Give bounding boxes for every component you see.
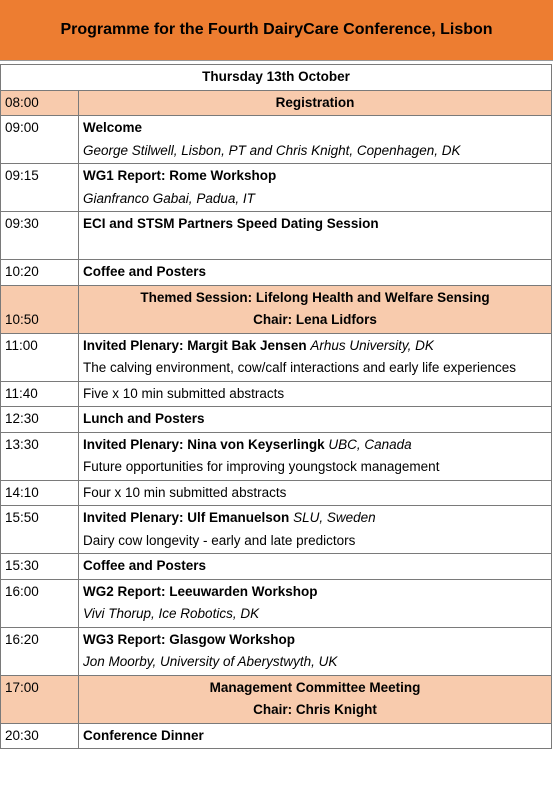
table-row [1,506,552,554]
session-title: Invited Plenary: Margit Bak Jensen [83,337,307,353]
time-cell: 11:00 [1,333,79,381]
time-cell: 14:10 [1,480,79,506]
session-chair: Chair: Chris Knight [253,702,377,717]
speaker-affiliation: UBC, Canada [328,436,412,452]
programme-title: Programme for the Fourth DairyCare Conference, Lisbon [0,0,553,61]
table-row [1,723,552,749]
table-row [1,164,552,212]
time-cell: 12:30 [1,407,79,433]
session-speakers: George Stilwell, Lisbon, PT and Chris Knight, Copenhagen, DK [83,142,461,158]
time-cell: 15:30 [1,554,79,580]
session-cell [79,164,552,212]
schedule-table [0,64,552,749]
table-row [1,333,552,381]
time-cell: 13:30 [1,432,79,480]
talk-title: Dairy cow longevity - early and late predictors [83,532,356,548]
session-chair: Chair: Lena Lidfors [253,312,377,327]
speaker-affiliation: SLU, Sweden [293,510,376,525]
time-cell: 20:30 [1,723,79,749]
session-cell [79,333,552,381]
session-cell [79,675,552,723]
day-label: Thursday 13th October [1,65,552,91]
session-cell [79,579,552,627]
time-cell: 09:30 [1,212,79,260]
session-title: WG1 Report: Rome Workshop [83,168,277,183]
table-row [1,212,552,260]
session-cell [79,506,552,554]
table-row [1,675,552,723]
session-title: Coffee and Posters [79,554,552,580]
table-row [1,480,552,506]
session-title: Conference Dinner [79,723,552,749]
day-header-row [1,65,552,91]
talk-title: The calving environment, cow/calf interactions and early life experiences [83,360,516,375]
table-row [1,285,552,333]
time-cell: 16:00 [1,579,79,627]
session-speakers: Jon Moorby, University of Aberystwyth, UK [83,654,338,669]
session-title: Four x 10 min submitted abstracts [79,480,552,506]
session-title: Management Committee Meeting [209,679,421,695]
table-row [1,627,552,675]
session-speakers: Vivi Thorup, Ice Robotics, DK [83,606,260,621]
table-row [1,381,552,407]
session-title: Welcome [83,120,143,135]
table-row [1,116,552,164]
time-cell: 11:40 [1,381,79,407]
table-row [1,579,552,627]
session-cell [79,432,552,480]
time-cell: 16:20 [1,627,79,675]
time-cell: 09:00 [1,116,79,164]
session-cell [79,116,552,164]
session-title: Invited Plenary: Nina von Keyserlingk [83,436,325,452]
session-title: Themed Session: Lifelong Health and Welfare Sensing [140,289,490,305]
time-cell: 09:15 [1,164,79,212]
table-row [1,407,552,433]
speaker-affiliation: Arhus University, DK [310,337,434,353]
time-cell: 15:50 [1,506,79,554]
time-cell: 08:00 [1,90,79,116]
talk-title: Future opportunities for improving youngstock management [83,459,440,474]
session-title: Registration [79,90,552,116]
session-title: Lunch and Posters [79,407,552,433]
session-cell [79,627,552,675]
session-title: Coffee and Posters [79,260,552,286]
session-title: Invited Plenary: Ulf Emanuelson [83,510,290,525]
session-cell [79,285,552,333]
time-cell: 10:50 [1,285,79,333]
session-title: WG2 Report: Leeuwarden Workshop [83,583,318,599]
session-title: Five x 10 min submitted abstracts [79,381,552,407]
table-row [1,432,552,480]
table-row [1,554,552,580]
table-row [1,260,552,286]
time-cell: 10:20 [1,260,79,286]
table-row [1,90,552,116]
session-speakers: Gianfranco Gabai, Padua, IT [83,190,255,206]
session-title: ECI and STSM Partners Speed Dating Session [79,212,552,260]
time-cell: 17:00 [1,675,79,723]
session-title: WG3 Report: Glasgow Workshop [83,631,296,647]
